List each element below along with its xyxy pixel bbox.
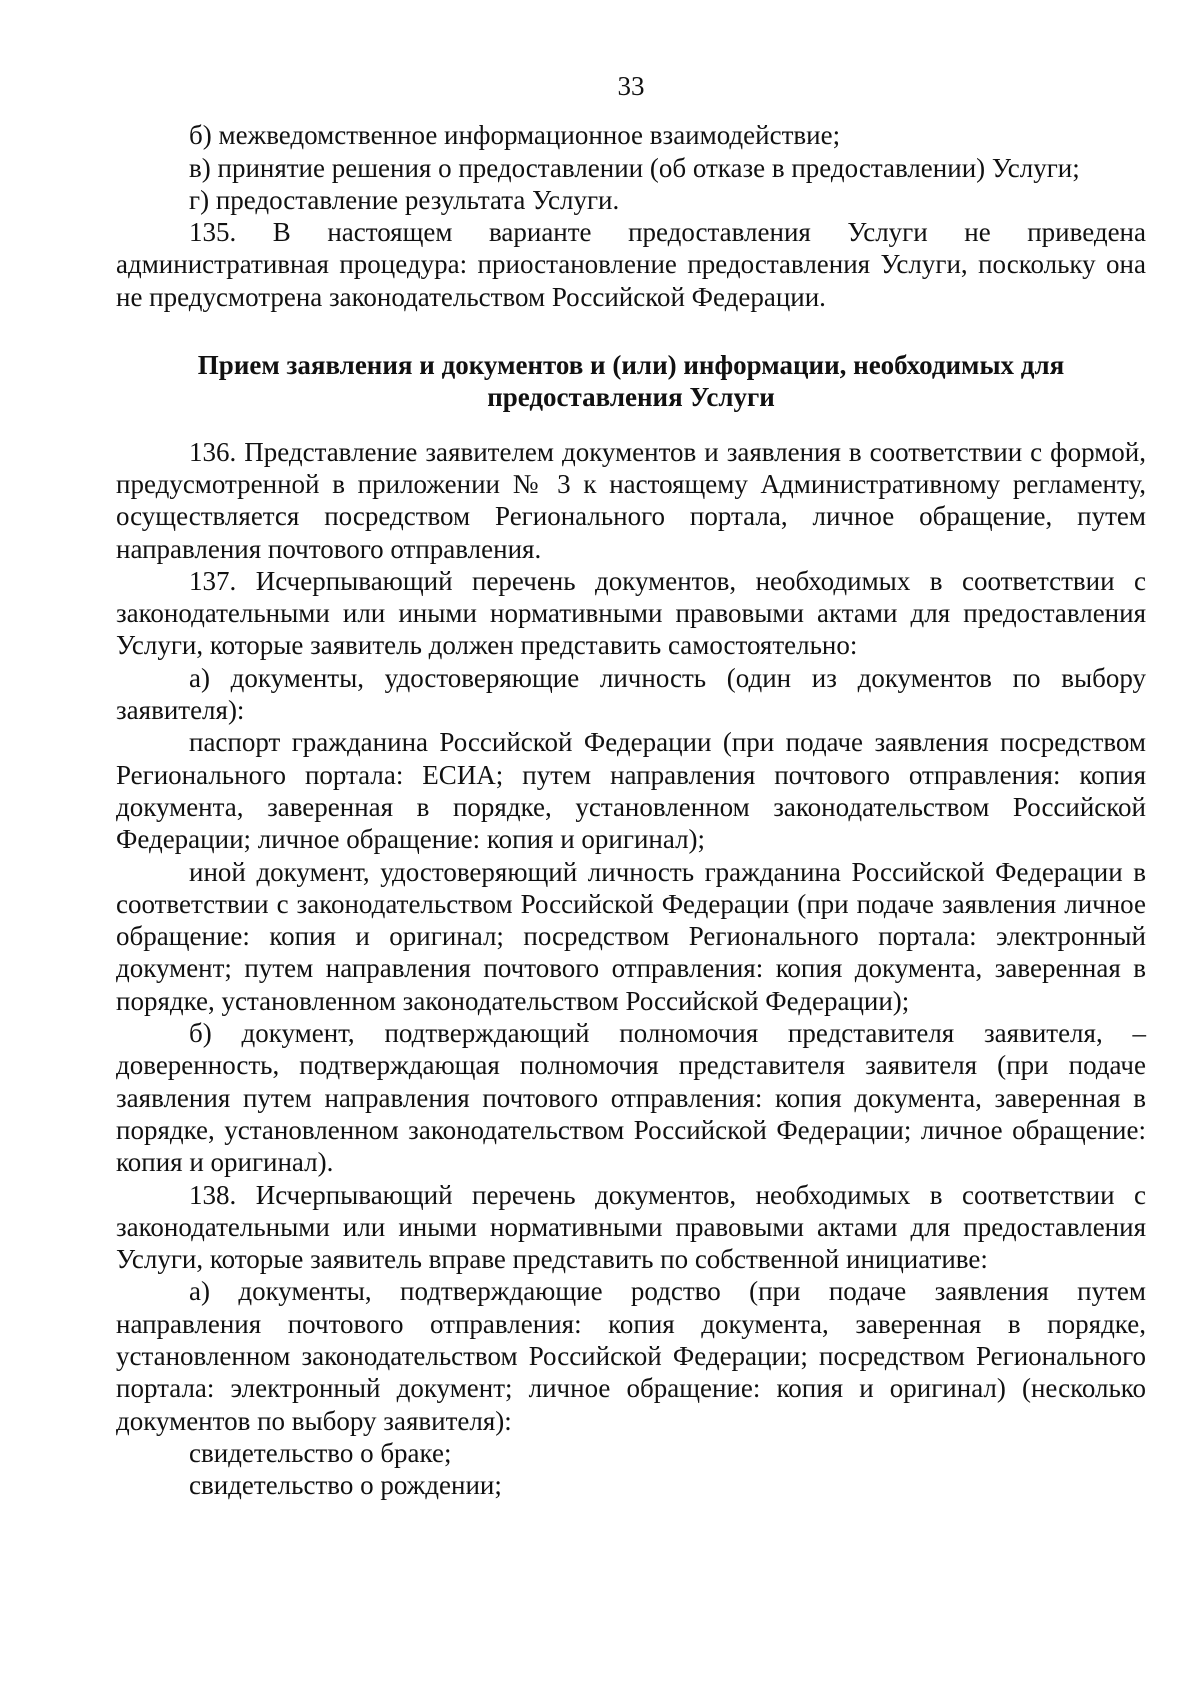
paragraph-138-a: а) документы, подтверждающие родство (при подаче заявления путем направления почтового отправления: копия документа, заверенная в порядке, установленном законодательством Российской Федерации; посредством Регионального портала: электронный документ; личное обращение: копия и оригинал) (несколько документов по выбору заявителя):	[116, 1276, 1146, 1436]
paragraph-138: 138. Исчерпывающий перечень документов, необходимых в соответствии с законодательными или иными нормативными правовыми актами для предоставления Услуги, которые заявитель вправе представить по собственной инициативе:	[116, 1179, 1146, 1275]
list-item-marriage-certificate: свидетельство о браке;	[189, 1437, 452, 1468]
paragraph-137-b: б) документ, подтверждающий полномочия представителя заявителя, – доверенность, подтверждающая полномочия представителя заявителя (при подаче заявления путем направления почтового отправления: копия документа, заверенная в порядке, установленном законодательством Российской Федерации; личное обращение: копия и оригинал).	[116, 1018, 1146, 1178]
list-item-b: б) межведомственное информационное взаимодействие;	[189, 120, 841, 151]
paragraph-136: 136. Представление заявителем документов и заявления в соответствии с формой, предусмотренной в приложении № 3 к настоящему Административному регламенту, осуществляется посредством Регионального портала, личное обращение, путем направления почтового отправления.	[116, 436, 1146, 564]
paragraph-passport: паспорт гражданина Российской Федерации (при подаче заявления посредством Регионального портала: ЕСИА; путем направления почтового отправления: копия документа, заверенная в порядке, установленном законодательством Российской Федерации; личное обращение: копия и оригинал);	[116, 727, 1146, 855]
list-item-g: г) предоставление результата Услуги.	[189, 184, 620, 215]
section-heading-line-1: Прием заявления и документов и (или) информации, необходимых для	[197, 350, 1065, 381]
page-number: 33	[617, 71, 645, 101]
paragraph-135: 135. В настоящем варианте предоставления Услуги не приведена административная процедура: приостановление предоставления Услуги, поскольку она не предусмотрена законодательством Российской Федерации.	[116, 217, 1146, 312]
list-item-v: в) принятие решения о предоставлении (об отказе в предоставлении) Услуги;	[189, 152, 1080, 183]
section-heading-line-2: предоставления Услуги	[487, 382, 775, 413]
section-heading	[156, 349, 1106, 414]
document-page	[116, 70, 1146, 1501]
list-item-birth-certificate: свидетельство о рождении;	[189, 1470, 502, 1501]
paragraph-other-id: иной документ, удостоверяющий личность гражданина Российской Федерации в соответствии с законодательством Российской Федерации (при подаче заявления личное обращение: копия и оригинал; посредством Регионального портала: электронный документ; путем направления почтового отправления: копия документа, заверенная в порядке, установленном законодательством Российской Федерации);	[116, 856, 1146, 1016]
paragraph-137: 137. Исчерпывающий перечень документов, необходимых в соответствии с законодательными или иными нормативными правовыми актами для предоставления Услуги, которые заявитель должен представить самостоятельно:	[116, 565, 1146, 661]
paragraph-137-a: а) документы, удостоверяющие личность (один из документов по выбору заявителя):	[116, 662, 1146, 726]
